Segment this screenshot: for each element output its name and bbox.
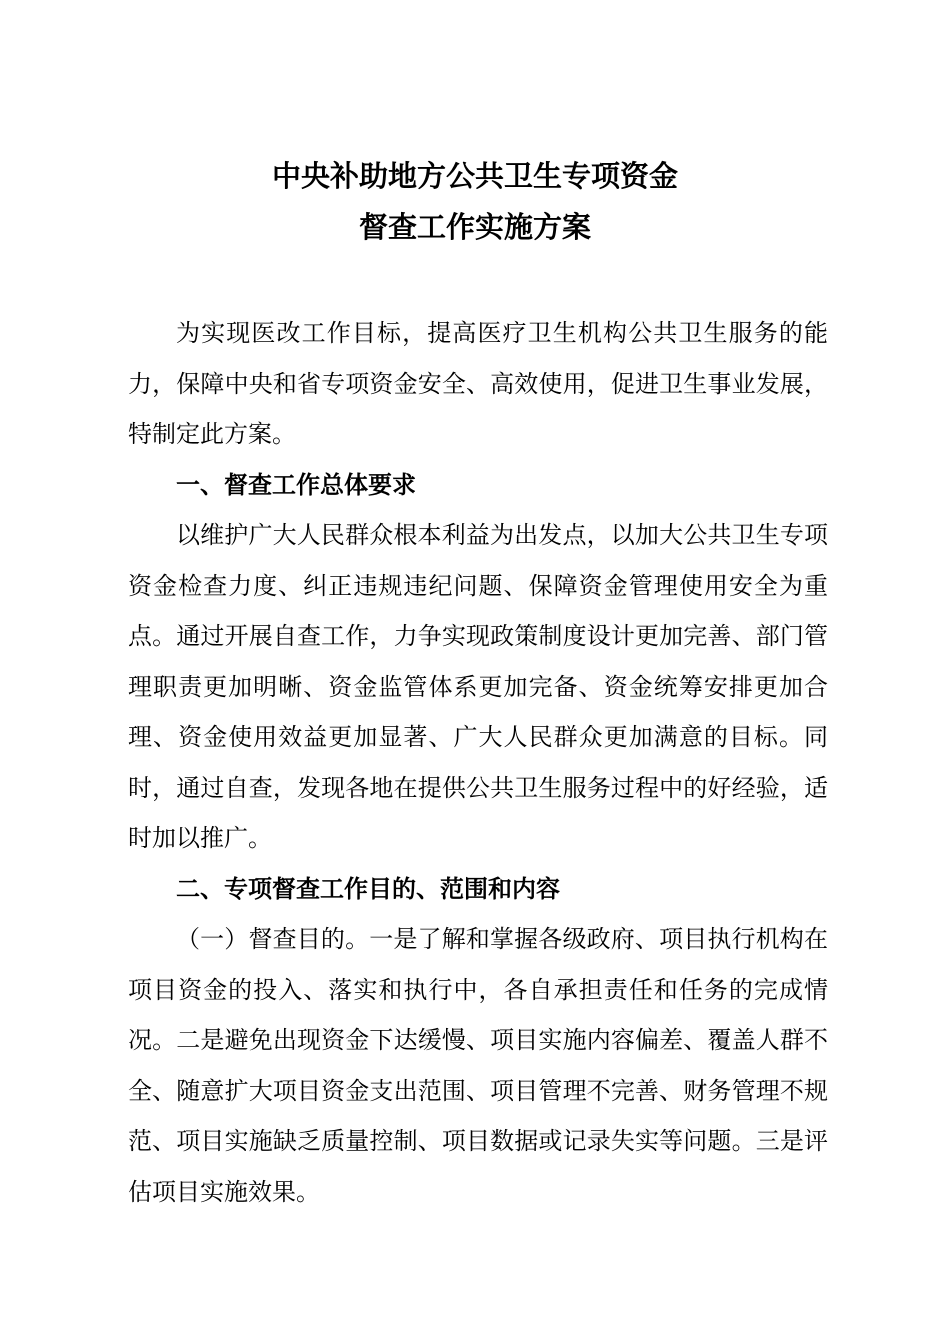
intro-paragraph: 为实现医改工作目标，提高医疗卫生机构公共卫生服务的能力，保障中央和省专项资金安全、高效使用，促进卫生事业发展，特制定此方案。	[128, 319, 828, 448]
document-title-line-1: 中央补助地方公共卫生专项资金	[271, 159, 678, 193]
document-body	[128, 308, 828, 1217]
section-2-item-1-paragraph: （一）督查目的。一是了解和掌握各级政府、项目执行机构在项目资金的投入、落实和执行中，各自承担责任和任务的完成情况。二是避免出现资金下达缓慢、项目实施内容偏差、覆盖人群不全、随意扩大项目资金支出范围、项目管理不完善、财务管理不规范、项目实施缺乏质量控制、项目数据或记录失实等问题。三是评估项目实施效果。	[128, 925, 828, 1206]
section-1-paragraph: 以维护广大人民群众根本利益为出发点，以加大公共卫生专项资金检查力度、纠正违规违纪问题、保障资金管理使用安全为重点。通过开展自查工作，力争实现政策制度设计更加完善、部门管理职责更加明晰、资金监管体系更加完备、资金统筹安排更加合理、资金使用效益更加显著、广大人民群众更加满意的目标。同时，通过自查，发现各地在提供公共卫生服务过程中的好经验，适时加以推广。	[128, 521, 828, 852]
document-title-line-2: 督查工作实施方案	[358, 210, 591, 244]
section-2-heading: 二、专项督查工作目的、范围和内容	[176, 873, 560, 903]
section-1-heading: 一、督查工作总体要求	[176, 469, 416, 499]
